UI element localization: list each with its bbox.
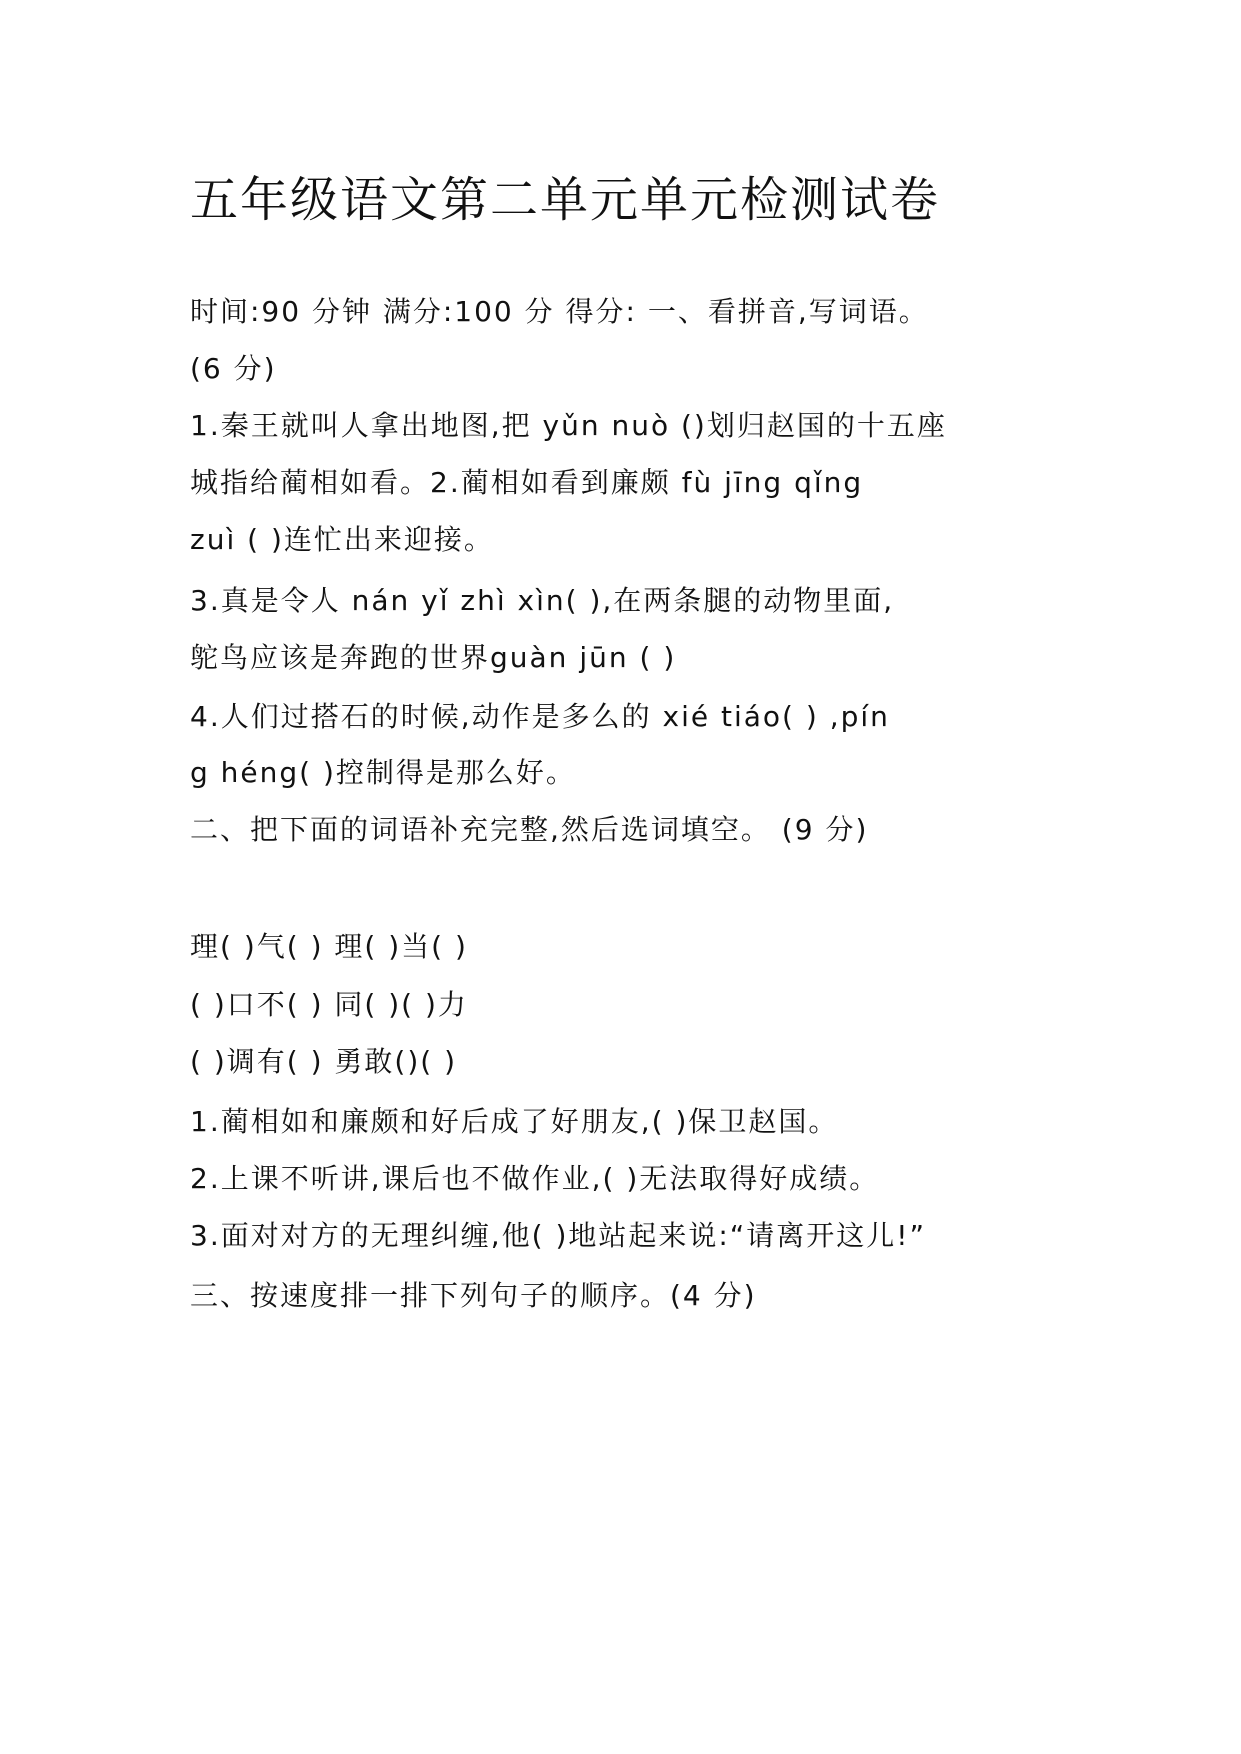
question-line: 1.蔺相如和廉颇和好后成了好朋友,( )保卫赵国。 xyxy=(190,1105,839,1138)
section-2-heading: 二、把下面的词语补充完整,然后选词填空。 (9 分) xyxy=(190,813,869,846)
word-fill-row: ( )口不( ) 同( )( )力 xyxy=(190,988,468,1021)
page-title: 五年级语文第二单元单元检测试卷 xyxy=(190,172,941,228)
section-3-heading: 三、按速度排一排下列句子的顺序。(4 分) xyxy=(190,1279,757,1312)
question-line: zuì ( )连忙出来迎接。 xyxy=(190,523,494,556)
question-line: g héng( )控制得是那么好。 xyxy=(190,756,576,789)
question-line: 3.真是令人 nán yǐ zhì xìn( ),在两条腿的动物里面, xyxy=(190,584,895,617)
question-line: 2.上课不听讲,课后也不做作业,( )无法取得好成绩。 xyxy=(190,1162,880,1195)
word-fill-row: ( )调有( ) 勇敢()( ) xyxy=(190,1045,457,1078)
question-line: 3.面对对方的无理纠缠,他( )地站起来说:“请离开这儿!” xyxy=(190,1219,927,1252)
question-line: 4.人们过搭石的时候,动作是多么的 xié tiáo( ) ,pín xyxy=(190,700,890,733)
question-line: 城指给蔺相如看。2.蔺相如看到廉颇 fù jīng qǐng xyxy=(190,466,864,499)
word-fill-row: 理( )气( ) 理( )当( ) xyxy=(190,930,468,963)
question-line: 1.秦王就叫人拿出地图,把 yǔn nuò ()划归赵国的十五座 xyxy=(190,409,947,442)
section-1-score: (6 分) xyxy=(190,352,277,385)
question-line: 鸵鸟应该是奔跑的世界guàn jūn ( ) xyxy=(190,641,677,674)
exam-info-line: 时间:90 分钟 满分:100 分 得分: 一、看拼音,写词语。 xyxy=(190,295,929,328)
